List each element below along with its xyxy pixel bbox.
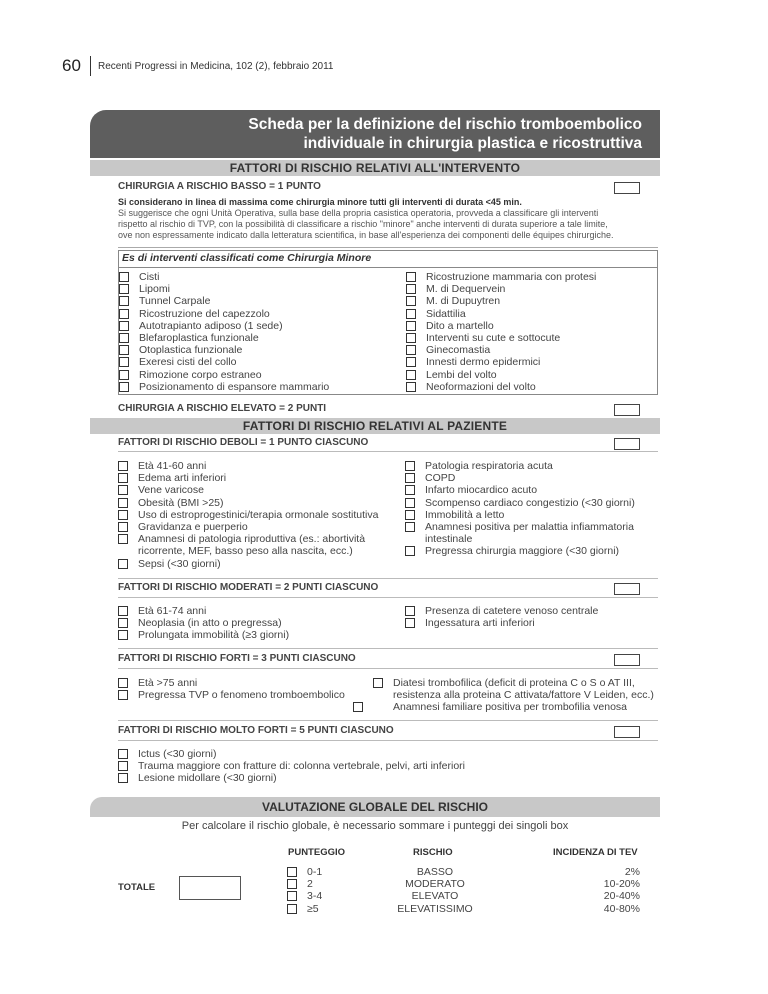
risk-value: BASSO: [416, 866, 454, 878]
checkbox[interactable]: [406, 309, 416, 319]
checkbox[interactable]: [405, 473, 415, 483]
checkbox[interactable]: [118, 690, 128, 700]
checkbox[interactable]: [118, 498, 128, 508]
low-risk-note: [118, 208, 658, 241]
checkbox[interactable]: [118, 630, 128, 640]
low-risk-points-box[interactable]: [614, 182, 640, 194]
list-item: 0-1: [287, 866, 367, 878]
list-item: Diatesi trombofilica (deficit di proteina C o S o AT III,: [373, 677, 663, 689]
list-item: Anamnesi di patologia riproduttiva (es.: abortività ricorrente, MEF, basso peso alla nascita, ecc.): [118, 533, 403, 557]
moderate-factors-right-list: [405, 605, 660, 629]
total-label: TOTALE: [118, 882, 156, 893]
list-item: Lembi del volto: [406, 369, 656, 381]
checkbox[interactable]: [406, 357, 416, 367]
running-title: Recenti Progressi in Medicina, 102 (2), febbraio 2011: [98, 61, 334, 72]
checkbox[interactable]: [406, 370, 416, 380]
checkbox[interactable]: [119, 382, 129, 392]
checkbox[interactable]: [406, 382, 416, 392]
form-title-line1: Scheda per la definizione del rischio tromboembolico: [248, 116, 642, 133]
section-band-paziente: FATTORI DI RISCHIO RELATIVI AL PAZIENTE: [90, 418, 660, 434]
divider: [118, 451, 658, 452]
very-strong-factors-points-box[interactable]: [614, 726, 640, 738]
low-risk-note-line: ove non espressamente indicato dalla letteratura scientifica, in base all'esperienza dei componenti delle équipes chirurgiche.: [118, 230, 614, 240]
list-item: Ingessatura arti inferiori: [405, 617, 660, 629]
divider: [118, 648, 658, 649]
checkbox[interactable]: [118, 510, 128, 520]
checkbox[interactable]: [406, 333, 416, 343]
checkbox[interactable]: [287, 879, 297, 889]
list-item: Età >75 anni: [118, 677, 378, 689]
low-risk-header: CHIRURGIA A RISCHIO BASSO = 1 PUNTO: [118, 181, 321, 192]
moderate-factors-header: FATTORI DI RISCHIO MODERATI = 2 PUNTI CIASCUNO: [118, 582, 379, 593]
divider: [118, 247, 658, 248]
column-header-score: PUNTEGGIO: [288, 847, 346, 858]
list-item: Sidattilia: [406, 308, 656, 320]
total-input-box[interactable]: [179, 876, 241, 900]
checkbox[interactable]: [119, 370, 129, 380]
list-item: Pregressa TVP o fenomeno tromboembolico: [118, 689, 378, 701]
header-divider: [90, 56, 91, 76]
list-item: Prolungata immobilità (≥3 giorni): [118, 629, 403, 641]
checkbox[interactable]: [405, 522, 415, 532]
weak-factors-right-list: [405, 460, 660, 558]
list-item: Ricostruzione del capezzolo: [119, 308, 389, 320]
checkbox[interactable]: [405, 606, 415, 616]
list-item: Autotrapianto adiposo (1 sede): [119, 320, 389, 332]
list-item: Anamnesi positiva per malattia infiammatoria intestinale: [405, 521, 660, 545]
risk-value: ELEVATO: [411, 890, 459, 903]
list-item: Presenza di catetere venoso centrale: [405, 605, 660, 617]
checkbox[interactable]: [287, 904, 297, 914]
high-risk-header: CHIRURGIA A RISCHIO ELEVATO = 2 PUNTI: [118, 403, 327, 414]
checkbox[interactable]: [119, 357, 129, 367]
checkbox[interactable]: [373, 678, 383, 688]
checkbox[interactable]: [118, 522, 128, 532]
list-item: Otoplastica funzionale: [119, 344, 389, 356]
low-risk-note-line: rispetto al rischio di TVP, con la possibilità di classificare a rischio "minore" anche interventi di durata superiore a tale limite,: [118, 219, 608, 229]
high-risk-points-box[interactable]: [614, 404, 640, 416]
divider: [118, 578, 658, 579]
examples-title: Es di interventi classificati come Chirurgia Minore: [122, 252, 372, 264]
checkbox[interactable]: [287, 891, 297, 901]
column-header-incidence: INCIDENZA DI TEV: [553, 847, 638, 858]
list-item: Posizionamento di espansore mammario: [119, 381, 389, 393]
strong-factors-left-list: [118, 677, 378, 701]
list-item-continuation: resistenza alla proteina C attivata/fattore V Leiden, ecc.): [393, 689, 654, 702]
form-title-line2: individuale in chirurgia plastica e ricostruttiva: [303, 135, 642, 152]
strong-factors-right-list: [373, 677, 663, 714]
list-item: Dito a martello: [406, 320, 656, 332]
checkbox[interactable]: [405, 546, 415, 556]
list-item: Pregressa chirurgia maggiore (<30 giorni): [405, 545, 660, 557]
examples-box: [118, 250, 658, 395]
list-item: Patologia respiratoria acuta: [405, 460, 660, 472]
list-item: Immobilità a letto: [405, 509, 660, 521]
very-strong-factors-list: [118, 748, 658, 785]
list-item: Neoformazioni del volto: [406, 381, 656, 393]
low-risk-note-line: Si suggerisce che ogni Unità Operativa, sulla base della propria casistica operatoria, provveda a classificare gli interventi: [118, 208, 599, 218]
checkbox[interactable]: [406, 284, 416, 294]
list-item: Uso di estroprogestinici/terapia ormonale sostitutiva: [118, 509, 403, 521]
section-band-intervento: FATTORI DI RISCHIO RELATIVI ALL'INTERVENTO: [90, 160, 660, 176]
checkbox[interactable]: [118, 473, 128, 483]
list-item: Età 41-60 anni: [118, 460, 403, 472]
list-item: Ginecomastia: [406, 344, 656, 356]
checkbox[interactable]: [119, 345, 129, 355]
list-item: Ictus (<30 giorni): [118, 748, 658, 760]
very-strong-factors-header: FATTORI DI RISCHIO MOLTO FORTI = 5 PUNTI CIASCUNO: [118, 725, 394, 736]
list-item: Tunnel Carpale: [119, 295, 389, 307]
checkbox[interactable]: [119, 309, 129, 319]
checkbox[interactable]: [406, 321, 416, 331]
moderate-factors-left-list: [118, 605, 403, 642]
weak-factors-points-box[interactable]: [614, 438, 640, 450]
examples-right-list: [406, 271, 656, 393]
checkbox[interactable]: [287, 867, 297, 877]
list-item: Exeresi cisti del collo: [119, 356, 389, 368]
checkbox[interactable]: [405, 485, 415, 495]
list-item: Sepsi (<30 giorni): [118, 558, 403, 570]
global-risk-subtitle: Per calcolare il rischio globale, è necessario sommare i punteggi dei singoli box: [181, 820, 569, 832]
checkbox[interactable]: [119, 333, 129, 343]
list-item: ≥5: [287, 903, 367, 915]
list-item: Obesità (BMI >25): [118, 497, 403, 509]
checkbox[interactable]: [405, 510, 415, 520]
checkbox[interactable]: [406, 296, 416, 306]
checkbox[interactable]: [118, 559, 128, 569]
list-item: Cisti: [119, 271, 389, 283]
divider: [118, 740, 658, 741]
checkbox[interactable]: [119, 284, 129, 294]
incidence-value: 2%: [624, 866, 640, 878]
list-item: Edema arti inferiori: [118, 472, 403, 484]
checkbox[interactable]: [118, 461, 128, 471]
incidence-value: 40-80%: [603, 902, 640, 915]
risk-value: MODERATO: [405, 878, 465, 891]
checkbox[interactable]: [118, 678, 128, 688]
list-item: Scompenso cardiaco congestizio (<30 giorni): [405, 497, 660, 509]
list-item: Età 61-74 anni: [118, 605, 403, 617]
weak-factors-header: FATTORI DI RISCHIO DEBOLI = 1 PUNTO CIASCUNO: [118, 437, 369, 448]
list-item: Blefaroplastica funzionale: [119, 332, 389, 344]
examples-left-list: [119, 271, 389, 393]
incidence-value: 20-40%: [603, 890, 640, 903]
checkbox[interactable]: [405, 618, 415, 628]
checkbox[interactable]: [118, 749, 128, 759]
low-risk-note-bold: Si considerano in linea di massima come chirurgia minore tutti gli interventi di durata <45 min.: [118, 197, 522, 207]
global-risk-band: [90, 797, 660, 817]
form-title: [90, 110, 660, 158]
incidence-value: 10-20%: [603, 878, 640, 891]
checkbox[interactable]: [118, 534, 128, 544]
list-item: COPD: [405, 472, 660, 484]
strong-factors-points-box[interactable]: [614, 654, 640, 666]
checkbox[interactable]: [118, 618, 128, 628]
moderate-factors-points-box[interactable]: [614, 583, 640, 595]
column-header-risk: RISCHIO: [413, 847, 453, 858]
checkbox[interactable]: [406, 345, 416, 355]
checkbox[interactable]: [118, 606, 128, 616]
list-item: 3-4: [287, 890, 367, 902]
list-item: Lesione midollare (<30 giorni): [118, 772, 658, 784]
list-item: Vene varicose: [118, 484, 403, 496]
checkbox[interactable]: [353, 702, 363, 712]
list-item: Gravidanza e puerperio: [118, 521, 403, 533]
checkbox[interactable]: [118, 485, 128, 495]
risk-list: [380, 866, 490, 915]
list-item: Anamnesi familiare positiva per trombofilia venosa: [373, 701, 663, 713]
divider: [118, 668, 658, 669]
list-item: M. di Dupuytren: [406, 295, 656, 307]
checkbox[interactable]: [118, 773, 128, 783]
list-item: Infarto miocardico acuto: [405, 484, 660, 496]
list-item: Rimozione corpo estraneo: [119, 369, 389, 381]
list-item: Interventi su cute e sottocute: [406, 332, 656, 344]
list-item: Innesti dermo epidermici: [406, 356, 656, 368]
checkbox[interactable]: [406, 272, 416, 282]
checkbox[interactable]: [119, 321, 129, 331]
checkbox[interactable]: [119, 272, 129, 282]
risk-value: ELEVATISSIMO: [397, 902, 473, 915]
list-item: M. di Dequervein: [406, 283, 656, 295]
list-item: Lipomi: [119, 283, 389, 295]
score-list: [287, 866, 367, 915]
list-item: 2: [287, 878, 367, 890]
list-item: Neoplasia (in atto o pregressa): [118, 617, 403, 629]
strong-factors-header: FATTORI DI RISCHIO FORTI = 3 PUNTI CIASCUNO: [118, 653, 356, 664]
weak-factors-left-list: [118, 460, 403, 570]
checkbox[interactable]: [119, 296, 129, 306]
list-item: Ricostruzione mammaria con protesi: [406, 271, 656, 283]
incidence-list: [560, 866, 640, 915]
divider: [118, 597, 658, 598]
divider: [118, 720, 658, 721]
checkbox[interactable]: [405, 461, 415, 471]
list-item: Trauma maggiore con fratture di: colonna vertebrale, pelvi, arti inferiori: [118, 760, 658, 772]
page-number: 60: [62, 56, 81, 75]
global-risk-title: VALUTAZIONE GLOBALE DEL RISCHIO: [261, 800, 488, 814]
checkbox[interactable]: [405, 498, 415, 508]
checkbox[interactable]: [118, 761, 128, 771]
